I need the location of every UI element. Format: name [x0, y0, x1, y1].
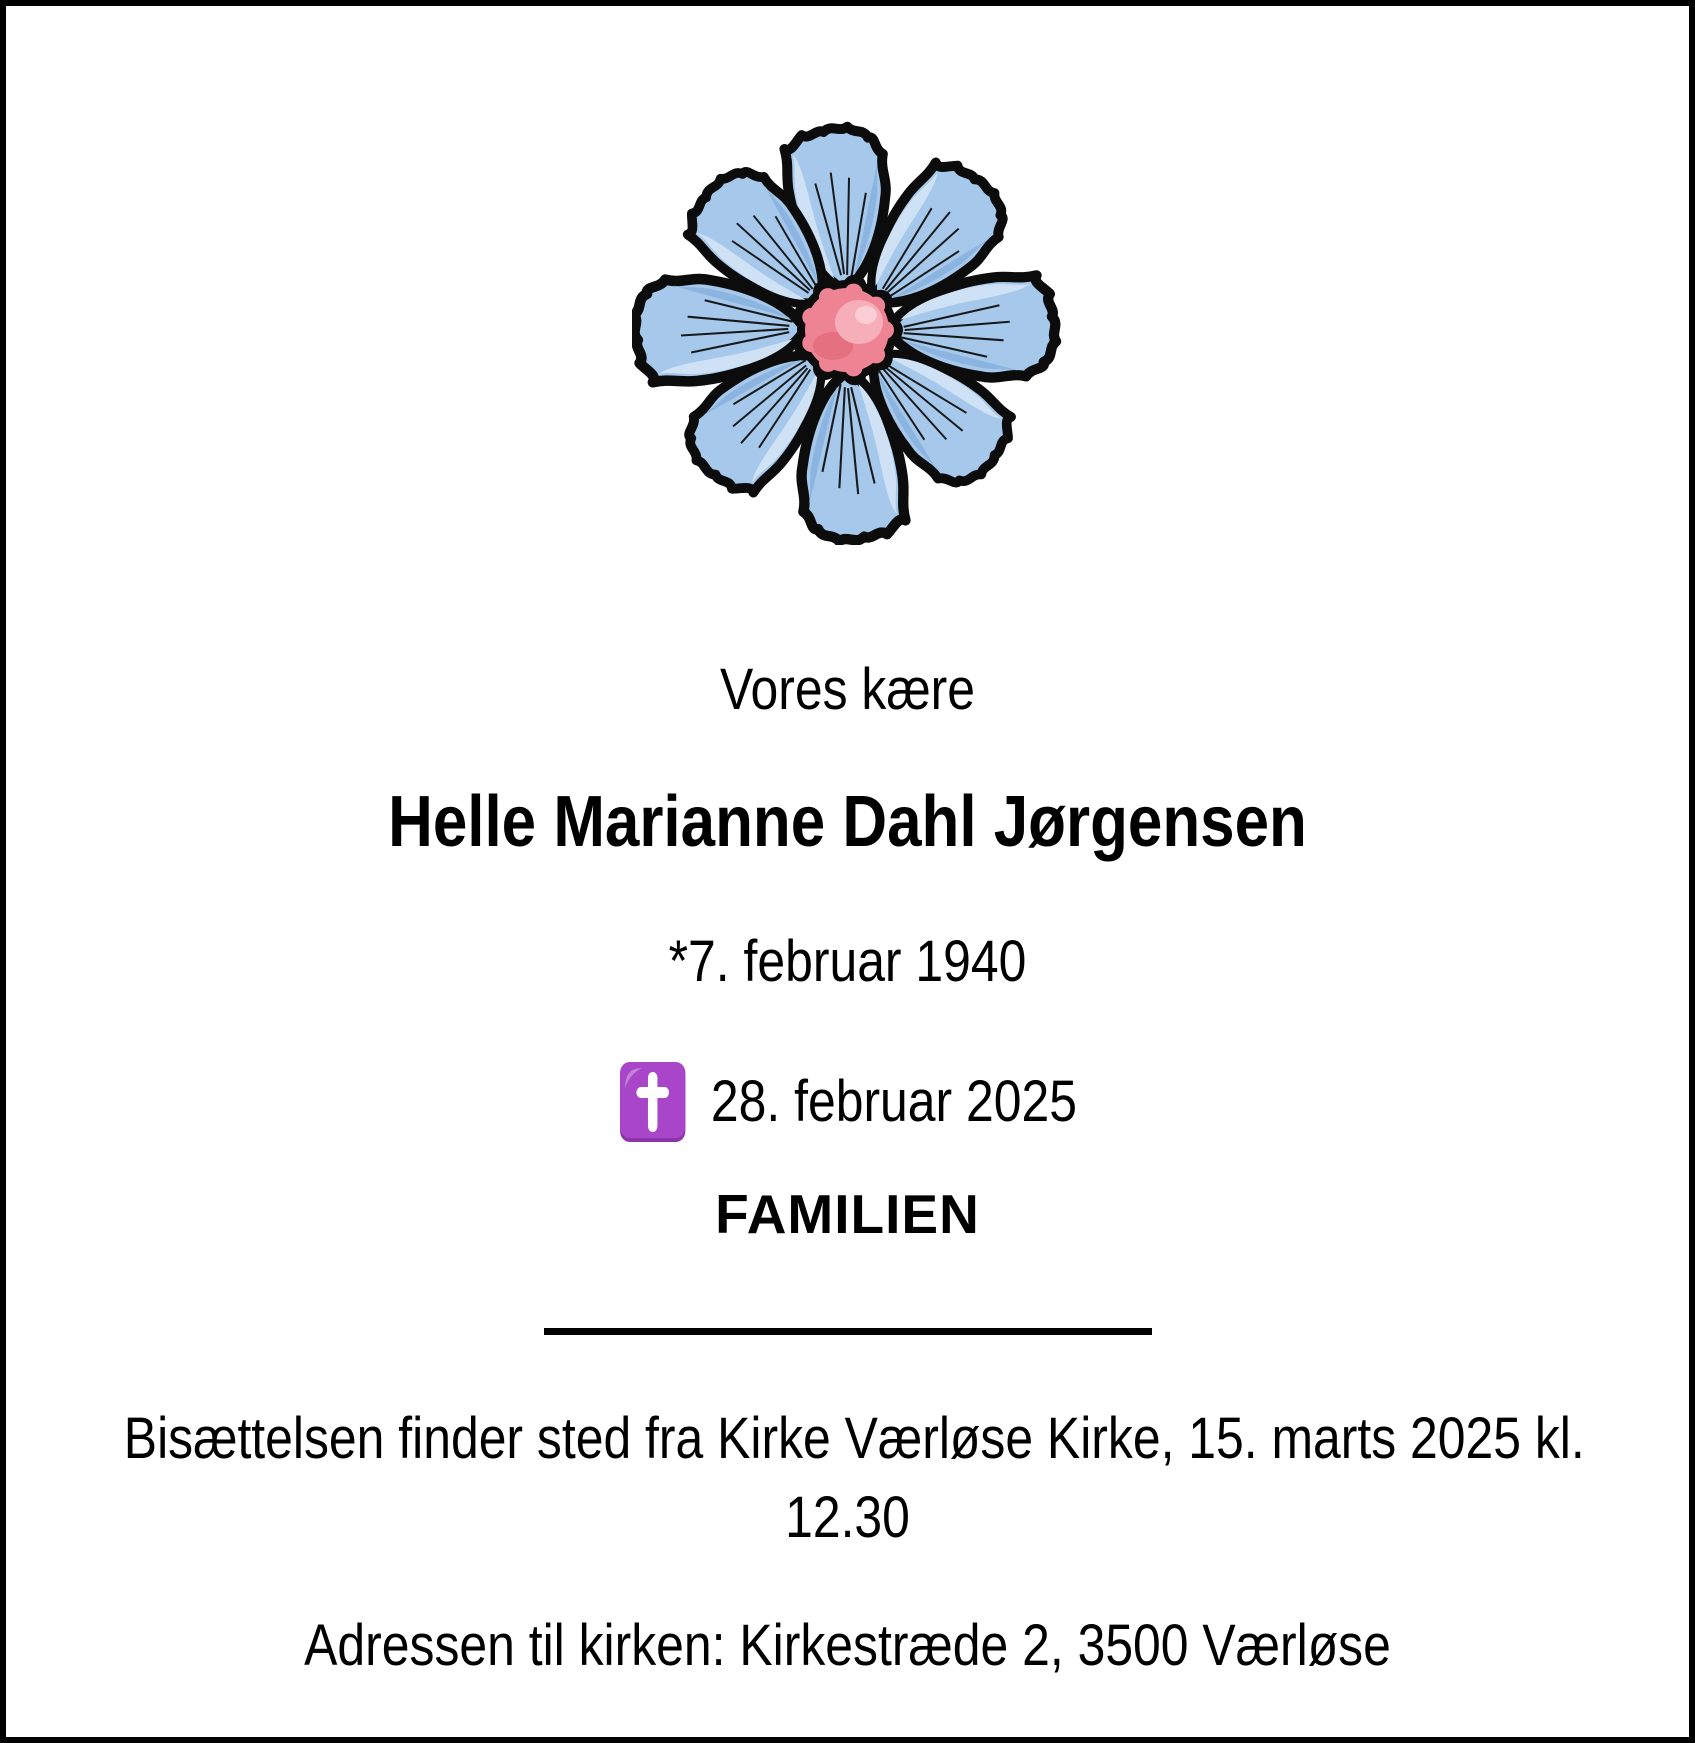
birth-date: *7. februar 1940: [668, 929, 1027, 994]
funeral-info-line1: Bisættelsen finder sted fra Kirke Værløse Kirke, 15. marts 2025 kl.: [123, 1406, 1585, 1471]
divider-line: [544, 1328, 1152, 1335]
flower-illustration: [632, 115, 1062, 545]
intro-line: Vores kære: [719, 657, 976, 722]
church-address: Adressen til kirken: Kirkestræde 2, 3500 Værløse: [304, 1613, 1391, 1678]
death-date: 28. februar 2025: [710, 1069, 1077, 1135]
death-date-row: [124, 1056, 1571, 1148]
family-signature: FAMILIEN: [715, 1183, 980, 1245]
latin-cross-icon: [618, 1060, 687, 1144]
deceased-name: Helle Marianne Dahl Jørgensen: [388, 782, 1307, 862]
funeral-info-line2: 12.30: [785, 1485, 910, 1550]
